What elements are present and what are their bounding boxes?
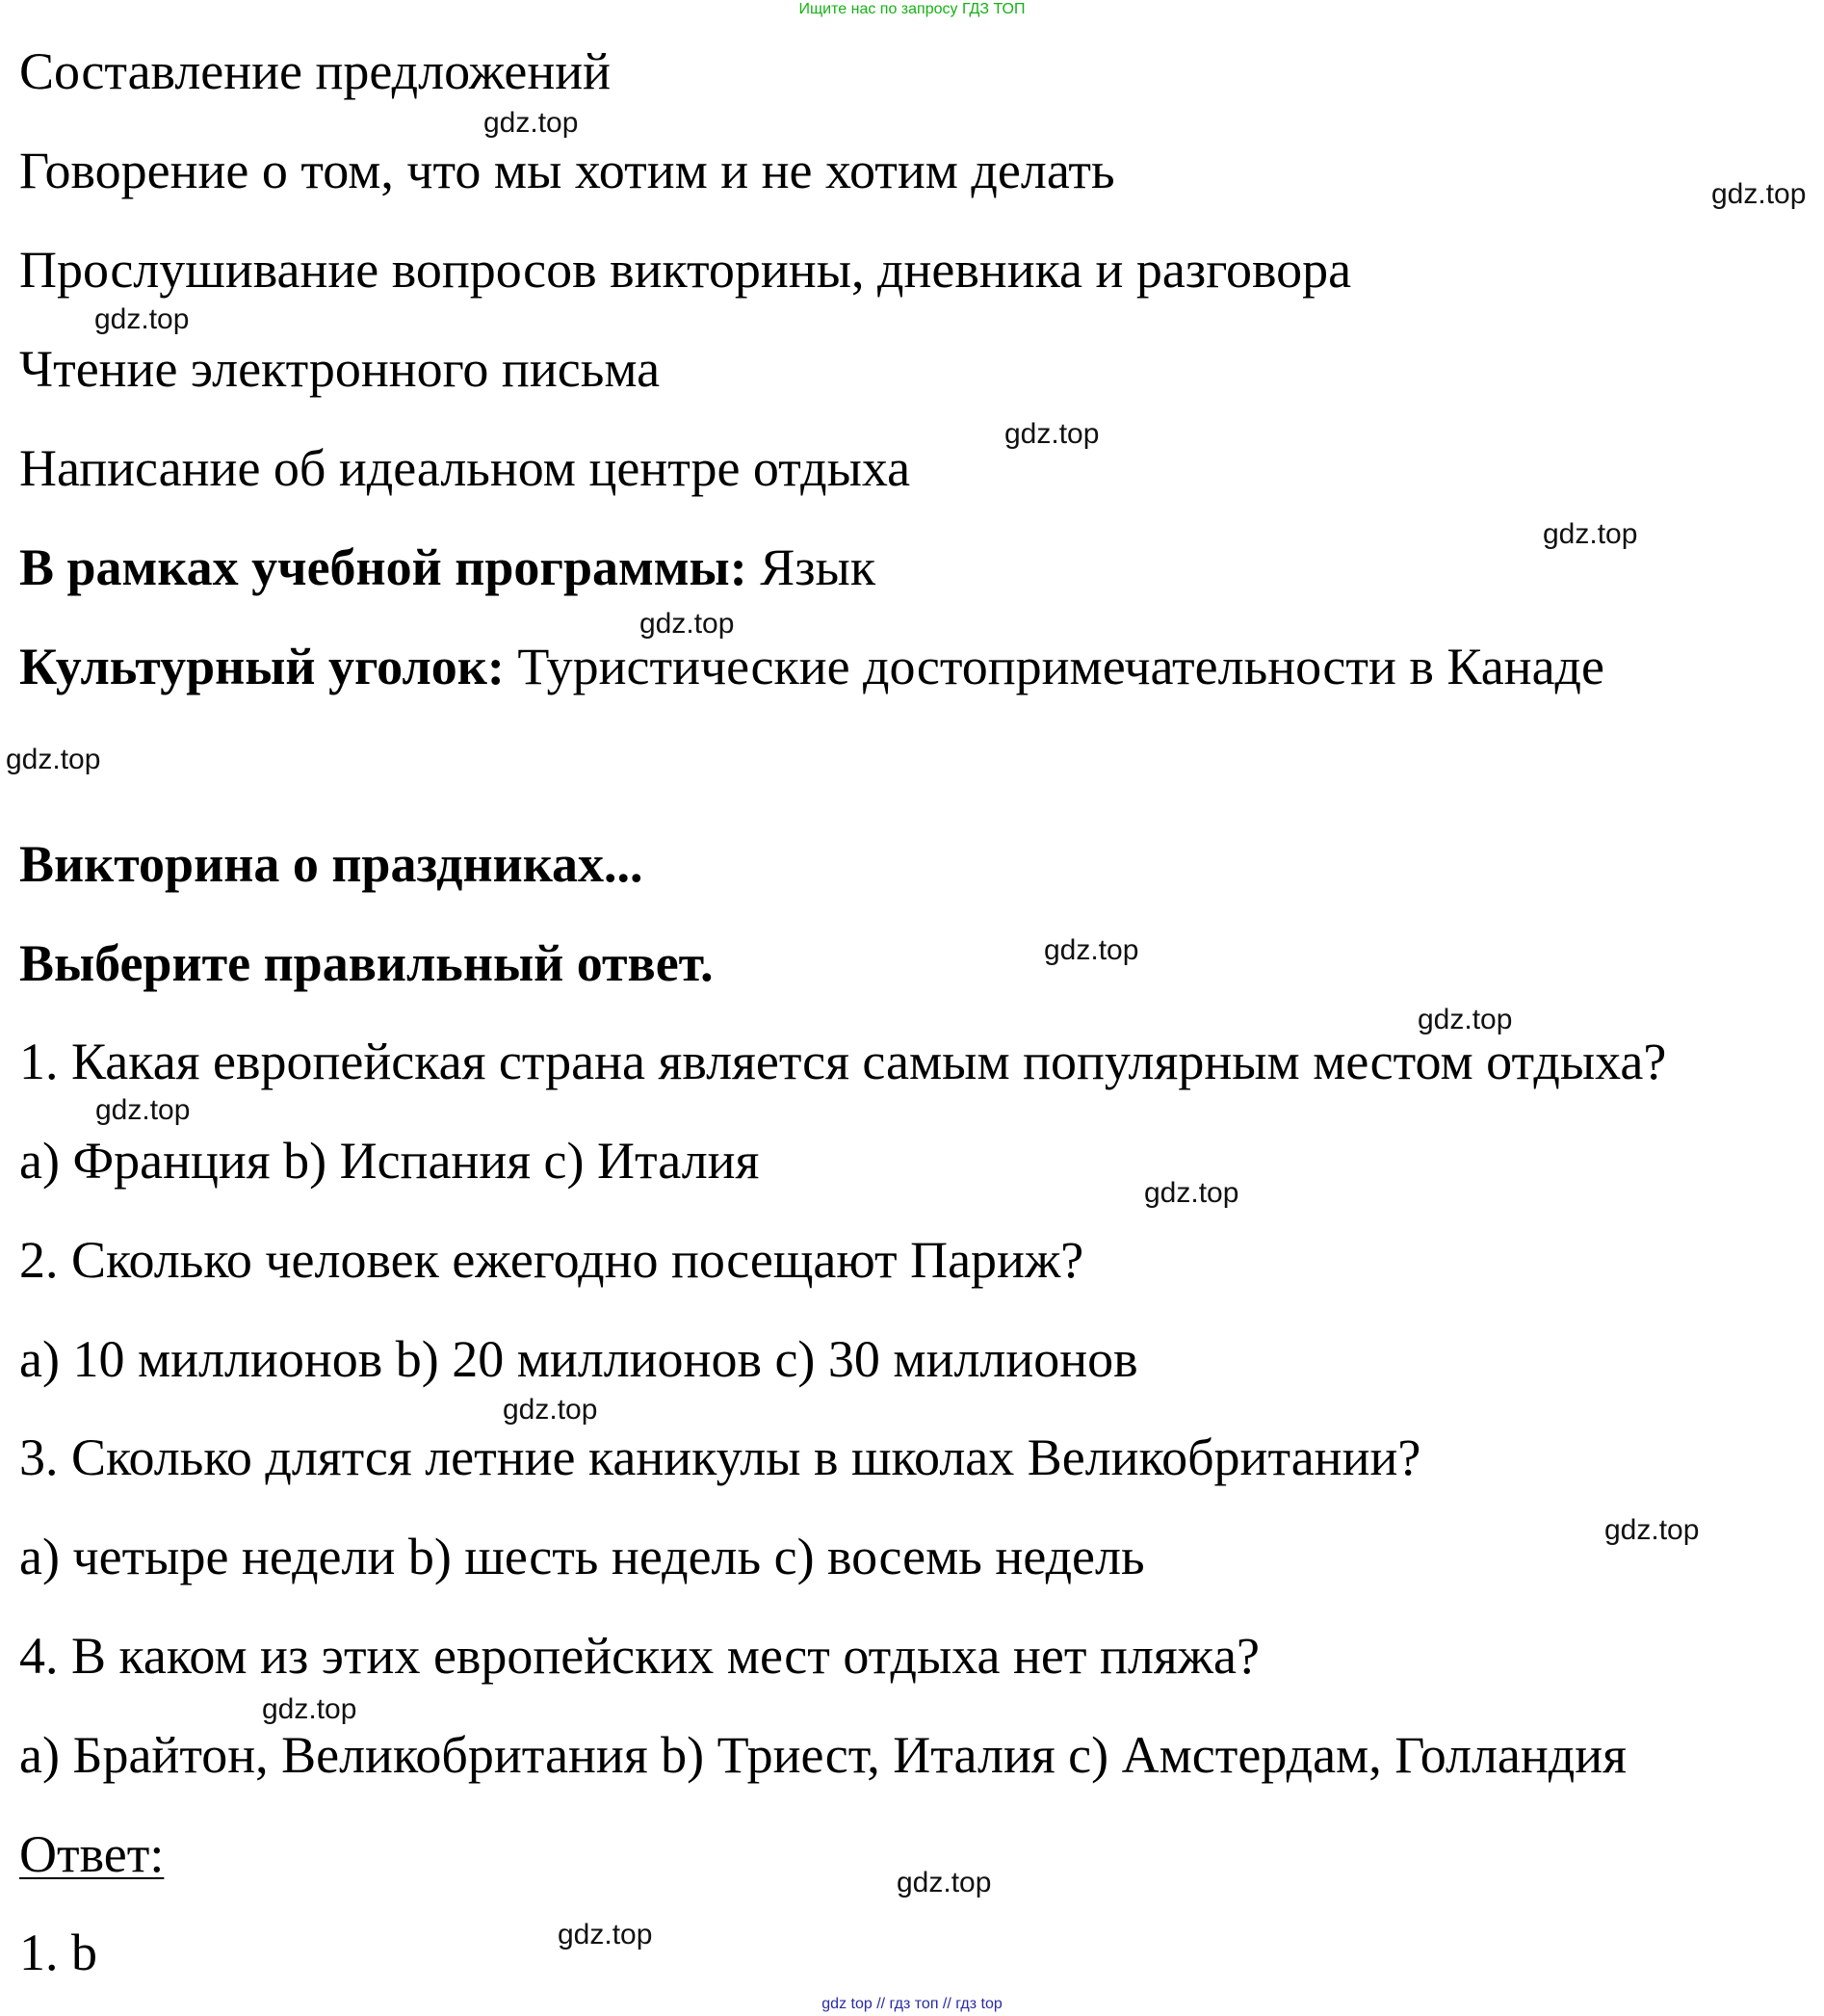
watermark: gdz.top [6,744,101,775]
curriculum-label: В рамках учебной программы: [19,538,747,596]
watermark: gdz.top [95,1094,191,1126]
answer-1: 1. b [19,1924,97,1981]
watermark: gdz.top [1711,178,1807,210]
watermark: gdz.top [1543,518,1638,550]
footer-links: gdz top // гдз топ // гдз top [821,1996,1003,2012]
watermark: gdz.top [1004,418,1100,450]
answer-label: Ответ: [19,1825,165,1883]
question-4-options: a) Брайтон, Великобритания b) Триест, Италия c) Амстердам, Голландия [19,1726,1627,1784]
topic-line-listening: Прослушивание вопросов викторины, дневника и разговора [19,241,1352,299]
quiz-title: Викторина о праздниках... [19,835,643,893]
curriculum-value: Язык [746,538,876,596]
watermark: gdz.top [94,303,190,335]
topic-line-writing: Написание об идеальном центре отдыха [19,439,911,497]
watermark: gdz.top [1144,1177,1239,1209]
culture-value: Туристические достопримечательности в Канаде [504,638,1604,695]
watermark: gdz.top [558,1919,653,1951]
quiz-instruction: Выберите правильный ответ. [19,934,714,992]
question-1-options: a) Франция b) Испания c) Италия [19,1132,760,1190]
watermark: gdz.top [1044,934,1139,966]
question-3-options: a) четыре недели b) шесть недель c) восемь недель [19,1528,1145,1585]
culture-label: Культурный уголок: [19,638,505,695]
question-1: 1. Какая европейская страна является самым популярным местом отдыха? [19,1033,1667,1090]
question-3: 3. Сколько длятся летние каникулы в школах Великобритании? [19,1428,1421,1486]
watermark: gdz.top [639,608,735,640]
curriculum-line [19,538,875,596]
culture-line [19,638,1604,695]
question-2: 2. Сколько человек ежегодно посещают Париж? [19,1231,1084,1289]
watermark: gdz.top [1418,1004,1513,1035]
question-2-options: a) 10 миллионов b) 20 миллионов c) 30 миллионов [19,1330,1138,1388]
top-banner: Ищите нас по запросу ГДЗ ТОП [798,1,1026,17]
topic-line-sentences: Составление предложений [19,42,612,100]
watermark: gdz.top [483,107,579,139]
watermark: gdz.top [262,1693,357,1725]
topic-line-reading: Чтение электронного письма [19,340,661,398]
question-4: 4. В каком из этих европейских мест отдыха нет пляжа? [19,1627,1260,1685]
topic-line-speaking: Говорение о том, что мы хотим и не хотим делать [19,142,1115,199]
watermark: gdz.top [1604,1514,1700,1546]
watermark: gdz.top [897,1867,992,1898]
watermark: gdz.top [503,1394,598,1426]
